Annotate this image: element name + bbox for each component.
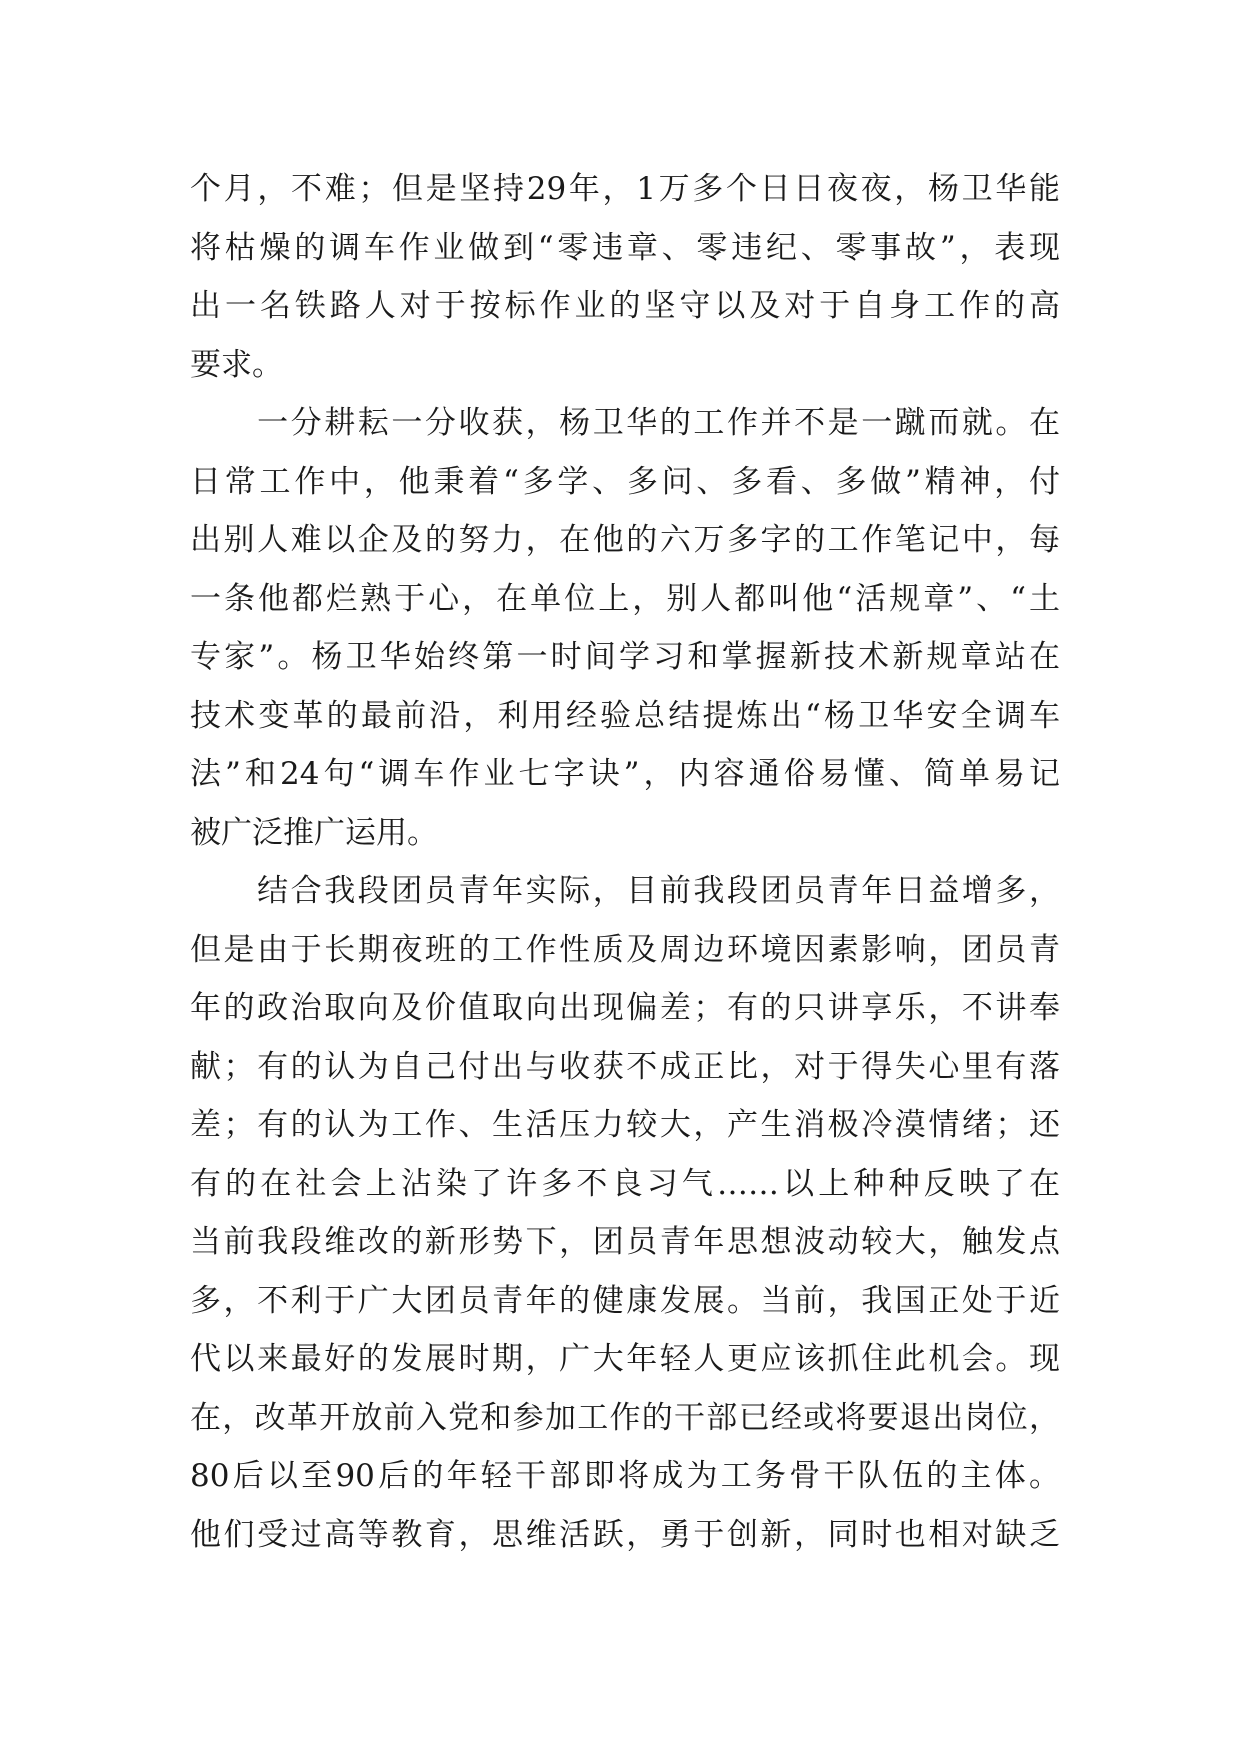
text-line: 一条他都烂熟于心，在单位上，别人都叫他“活规章”、“土 (190, 580, 1060, 617)
text-line: 日常工作中，他秉着“多学、多问、多看、多做”精神，付 (190, 463, 1060, 500)
text-line: 80后以至90后的年轻干部即将成为工务骨干队伍的主体。 (190, 1458, 1060, 1494)
text-line: 个月，不难；但是坚持29年，1万多个日日夜夜，杨卫华能 (190, 171, 1060, 207)
text-line: 有的在社会上沾染了许多不良习气……以上种种反映了在 (190, 1165, 1060, 1202)
paragraph (190, 160, 1060, 394)
text-line: 出一名铁路人对于按标作业的坚守以及对于自身工作的高 (190, 288, 1060, 324)
text-line: 代以来最好的发展时期，广大年轻人更应该抓住此机会。现 (190, 1341, 1060, 1377)
text-line: 他们受过高等教育，思维活跃，勇于创新，同时也相对缺乏 (190, 1516, 1060, 1553)
text-line: 献；有的认为自己付出与收获不成正比，对于得失心里有落 (190, 1048, 1060, 1085)
body-text (190, 160, 1060, 1564)
text-line: 差；有的认为工作、生活压力较大，产生消极冷漠情绪；还 (190, 1107, 1060, 1143)
text-line: 年的政治取向及价值取向出现偏差；有的只讲享乐，不讲奉 (190, 990, 1060, 1026)
text-line: 专家”。杨卫华始终第一时间学习和掌握新技术新规章站在 (190, 639, 1060, 675)
paragraph (190, 394, 1060, 862)
text-line: 法”和24句“调车作业七字诀”，内容通俗易懂、简单易记 (190, 756, 1060, 792)
text-line: 技术变革的最前沿，利用经验总结提炼出“杨卫华安全调车 (190, 697, 1060, 734)
text-line: 当前我段维改的新形势下，团员青年思想波动较大，触发点 (190, 1224, 1060, 1260)
text-line: 出别人难以企及的努力，在他的六万多字的工作笔记中，每 (190, 522, 1060, 558)
text-line: 被广泛推广运用。 (190, 814, 438, 851)
text-line: 结合我段团员青年实际，目前我段团员青年日益增多， (190, 873, 1060, 909)
text-line: 多，不利于广大团员青年的健康发展。当前，我国正处于近 (190, 1282, 1060, 1319)
paragraph (190, 862, 1060, 1564)
text-line: 一分耕耘一分收获，杨卫华的工作并不是一蹴而就。在 (190, 405, 1060, 441)
text-line: 将枯燥的调车作业做到“零违章、零违纪、零事故”，表现 (190, 229, 1060, 266)
text-line: 在，改革开放前入党和参加工作的干部已经或将要退出岗位， (190, 1399, 1060, 1436)
text-line: 但是由于长期夜班的工作性质及周边环境因素影响，团员青 (190, 931, 1060, 968)
text-line: 要求。 (190, 346, 283, 383)
